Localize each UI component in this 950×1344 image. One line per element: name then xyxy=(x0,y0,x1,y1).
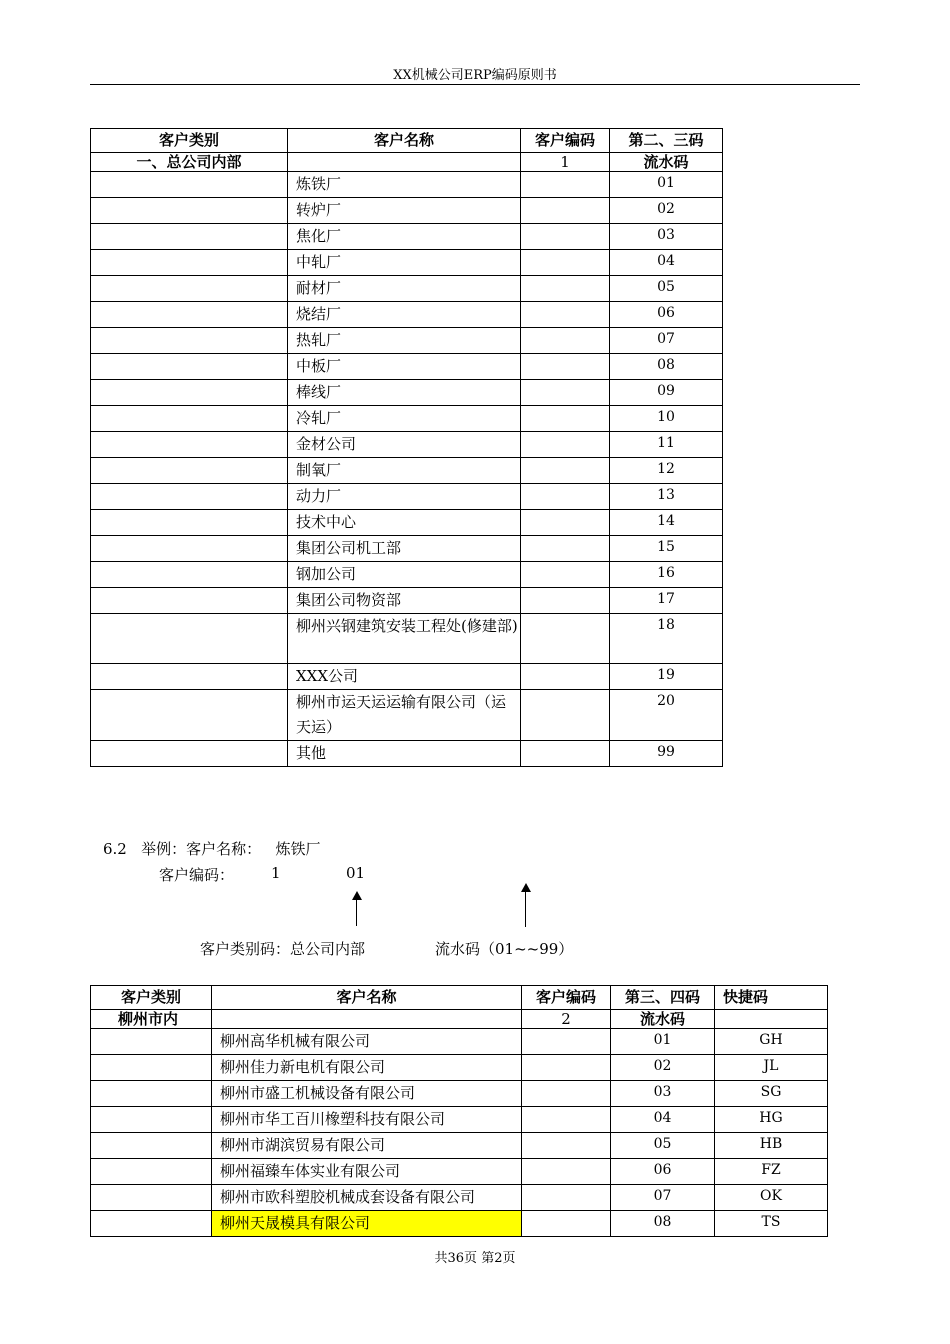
table-row xyxy=(91,302,723,328)
seq-cell: 11 xyxy=(610,432,723,458)
table-row xyxy=(91,380,723,406)
code-cell xyxy=(521,690,610,741)
category-cell xyxy=(91,224,288,250)
category-cell xyxy=(91,1159,212,1185)
table-row xyxy=(91,172,723,198)
quick-code-cell: GH xyxy=(715,1029,828,1055)
seq-cell: 04 xyxy=(611,1107,715,1133)
seq-cell: 06 xyxy=(611,1159,715,1185)
seq-cell: 12 xyxy=(610,458,723,484)
example-category-label: 客户类别码：总公司内部 xyxy=(200,940,366,958)
table-row xyxy=(91,276,723,302)
category-cell xyxy=(91,354,288,380)
name-cell: 柳州高华机械有限公司 xyxy=(212,1029,522,1055)
code-cell xyxy=(522,1211,611,1237)
name-cell: 冷轧厂 xyxy=(288,406,521,432)
name-cell: 集团公司机工部 xyxy=(288,536,521,562)
code-cell xyxy=(521,614,610,664)
table-row xyxy=(91,664,723,690)
name-cell: 柳州市盛工机械设备有限公司 xyxy=(212,1081,522,1107)
col-header-name: 客户名称 xyxy=(212,986,522,1010)
code-cell xyxy=(521,276,610,302)
category-cell xyxy=(91,1055,212,1081)
name-cell: 柳州市运天运运输有限公司（运天运） xyxy=(288,690,521,741)
code-cell xyxy=(521,198,610,224)
seq-cell: 02 xyxy=(611,1055,715,1081)
seq-cell: 19 xyxy=(610,664,723,690)
name-cell: 柳州天晟模具有限公司 xyxy=(212,1211,522,1237)
page-header: XX机械公司ERP编码原则书 xyxy=(393,68,557,83)
category-cell xyxy=(91,406,288,432)
category-cell xyxy=(91,250,288,276)
name-cell: 中轧厂 xyxy=(288,250,521,276)
code-cell: 1 xyxy=(521,153,610,172)
name-cell: 中板厂 xyxy=(288,354,521,380)
table-row xyxy=(91,198,723,224)
seq-cell: 99 xyxy=(610,741,723,767)
seq-cell: 10 xyxy=(610,406,723,432)
name-cell: 钢加公司 xyxy=(288,562,521,588)
name-cell xyxy=(212,1010,522,1029)
code-cell xyxy=(521,250,610,276)
table-row xyxy=(91,406,723,432)
code-cell xyxy=(521,588,610,614)
name-cell: 柳州佳力新电机有限公司 xyxy=(212,1055,522,1081)
category-cell: 一、总公司内部 xyxy=(91,153,288,172)
code-cell xyxy=(521,664,610,690)
quick-code-cell: FZ xyxy=(715,1159,828,1185)
name-cell: 焦化厂 xyxy=(288,224,521,250)
table-row xyxy=(91,1107,828,1133)
code-cell xyxy=(521,380,610,406)
quick-code-cell: TS xyxy=(715,1211,828,1237)
category-cell xyxy=(91,1029,212,1055)
category-cell xyxy=(91,741,288,767)
table-row xyxy=(91,250,723,276)
seq-cell: 06 xyxy=(610,302,723,328)
table-row xyxy=(91,741,723,767)
name-cell: 柳州市华工百川橡塑科技有限公司 xyxy=(212,1107,522,1133)
category-cell xyxy=(91,1133,212,1159)
seq-cell: 14 xyxy=(610,510,723,536)
code-cell xyxy=(522,1107,611,1133)
name-cell: 柳州市欧科塑胶机械成套设备有限公司 xyxy=(212,1185,522,1211)
quick-cell xyxy=(715,1010,828,1029)
table-row xyxy=(91,510,723,536)
code-cell xyxy=(521,328,610,354)
code-cell xyxy=(521,406,610,432)
seq-label-cell: 流水码 xyxy=(610,153,723,172)
name-cell: 技术中心 xyxy=(288,510,521,536)
name-cell: 棒线厂 xyxy=(288,380,521,406)
quick-code-cell: HG xyxy=(715,1107,828,1133)
quick-code-cell: SG xyxy=(715,1081,828,1107)
category-cell xyxy=(91,588,288,614)
name-cell: 动力厂 xyxy=(288,484,521,510)
quick-code-cell: JL xyxy=(715,1055,828,1081)
arrow-up-icon xyxy=(525,885,526,927)
table-row xyxy=(91,1159,828,1185)
category-cell xyxy=(91,1185,212,1211)
col-header-seq: 第二、三码 xyxy=(610,129,723,153)
table-row xyxy=(91,614,723,664)
seq-cell: 20 xyxy=(610,690,723,741)
category-cell xyxy=(91,562,288,588)
code-cell xyxy=(522,1055,611,1081)
customer-code-table-internal xyxy=(90,128,723,767)
table-row xyxy=(91,1081,828,1107)
seq-cell: 15 xyxy=(610,536,723,562)
code-cell xyxy=(522,1029,611,1055)
arrow-up-icon xyxy=(356,893,357,926)
seq-cell: 18 xyxy=(610,614,723,664)
category-cell xyxy=(91,1211,212,1237)
category-cell xyxy=(91,484,288,510)
example-value: 炼铁厂 xyxy=(275,840,321,858)
code-cell xyxy=(521,484,610,510)
name-cell xyxy=(288,153,521,172)
example-code-label: 客户编码： xyxy=(159,866,235,884)
example-code-category: 1 xyxy=(271,864,281,882)
category-cell xyxy=(91,172,288,198)
code-cell xyxy=(522,1133,611,1159)
seq-cell: 05 xyxy=(611,1133,715,1159)
table-row xyxy=(91,562,723,588)
name-cell: 其他 xyxy=(288,741,521,767)
code-cell xyxy=(521,562,610,588)
table-row xyxy=(91,1185,828,1211)
category-cell xyxy=(91,1107,212,1133)
col-header-code: 客户编码 xyxy=(521,129,610,153)
seq-cell: 07 xyxy=(611,1185,715,1211)
table-row xyxy=(91,224,723,250)
name-cell: 柳州福臻车体实业有限公司 xyxy=(212,1159,522,1185)
quick-code-cell: HB xyxy=(715,1133,828,1159)
code-cell xyxy=(521,458,610,484)
page-footer: 共36页 第2页 xyxy=(434,1251,516,1266)
category-cell: 柳州市内 xyxy=(91,1010,212,1029)
category-cell xyxy=(91,690,288,741)
table-row xyxy=(91,458,723,484)
seq-cell: 05 xyxy=(610,276,723,302)
name-cell: 柳州兴钢建筑安装工程处(修建部) xyxy=(288,614,521,664)
table-row xyxy=(91,354,723,380)
category-cell xyxy=(91,380,288,406)
seq-cell: 07 xyxy=(610,328,723,354)
seq-cell: 08 xyxy=(610,354,723,380)
category-cell xyxy=(91,432,288,458)
seq-cell: 13 xyxy=(610,484,723,510)
name-cell: 烧结厂 xyxy=(288,302,521,328)
seq-cell: 16 xyxy=(610,562,723,588)
seq-cell: 02 xyxy=(610,198,723,224)
example-line-1 xyxy=(103,838,321,859)
name-cell: XXX公司 xyxy=(288,664,521,690)
code-cell xyxy=(522,1159,611,1185)
seq-cell: 04 xyxy=(610,250,723,276)
category-cell xyxy=(91,614,288,664)
code-cell xyxy=(521,354,610,380)
seq-cell: 08 xyxy=(611,1211,715,1237)
code-cell xyxy=(521,536,610,562)
name-cell: 金材公司 xyxy=(288,432,521,458)
category-cell xyxy=(91,1081,212,1107)
code-cell xyxy=(522,1185,611,1211)
table-row xyxy=(91,1029,828,1055)
category-cell xyxy=(91,458,288,484)
table-row xyxy=(91,536,723,562)
name-cell: 热轧厂 xyxy=(288,328,521,354)
table-row xyxy=(91,1133,828,1159)
table-row xyxy=(91,588,723,614)
category-cell xyxy=(91,302,288,328)
table-row xyxy=(91,328,723,354)
col-header-code: 客户编码 xyxy=(522,986,611,1010)
category-cell xyxy=(91,328,288,354)
name-cell: 制氧厂 xyxy=(288,458,521,484)
code-cell: 2 xyxy=(522,1010,611,1029)
code-cell xyxy=(521,172,610,198)
name-cell: 炼铁厂 xyxy=(288,172,521,198)
col-header-name: 客户名称 xyxy=(288,129,521,153)
code-cell xyxy=(521,432,610,458)
header-rule xyxy=(90,84,860,85)
category-cell xyxy=(91,198,288,224)
name-cell: 柳州市湖滨贸易有限公司 xyxy=(212,1133,522,1159)
col-header-quick: 快捷码 xyxy=(715,986,828,1010)
seq-cell: 09 xyxy=(610,380,723,406)
code-cell xyxy=(521,302,610,328)
table-row xyxy=(91,1211,828,1237)
code-cell xyxy=(521,741,610,767)
seq-cell: 17 xyxy=(610,588,723,614)
example-code-seq: 01 xyxy=(346,864,366,882)
col-header-category: 客户类别 xyxy=(91,986,212,1010)
seq-cell: 03 xyxy=(610,224,723,250)
table-row xyxy=(91,432,723,458)
category-cell xyxy=(91,276,288,302)
example-label: 举例：客户名称： xyxy=(141,840,262,858)
name-cell: 转炉厂 xyxy=(288,198,521,224)
customer-code-table-liuzhou xyxy=(90,985,828,1237)
seq-cell: 01 xyxy=(610,172,723,198)
name-cell: 耐材厂 xyxy=(288,276,521,302)
example-seq-label: 流水码（01~~99） xyxy=(435,940,574,958)
category-cell xyxy=(91,510,288,536)
table-row xyxy=(91,1055,828,1081)
seq-label-cell: 流水码 xyxy=(611,1010,715,1029)
code-cell xyxy=(521,224,610,250)
col-header-category: 客户类别 xyxy=(91,129,288,153)
code-cell xyxy=(522,1081,611,1107)
table-row xyxy=(91,690,723,741)
seq-cell: 03 xyxy=(611,1081,715,1107)
seq-cell: 01 xyxy=(611,1029,715,1055)
category-cell xyxy=(91,536,288,562)
section-number: 6.2 xyxy=(103,840,127,858)
table-row xyxy=(91,484,723,510)
category-cell xyxy=(91,664,288,690)
quick-code-cell: OK xyxy=(715,1185,828,1211)
col-header-seq: 第三、四码 xyxy=(611,986,715,1010)
name-cell: 集团公司物资部 xyxy=(288,588,521,614)
code-cell xyxy=(521,510,610,536)
